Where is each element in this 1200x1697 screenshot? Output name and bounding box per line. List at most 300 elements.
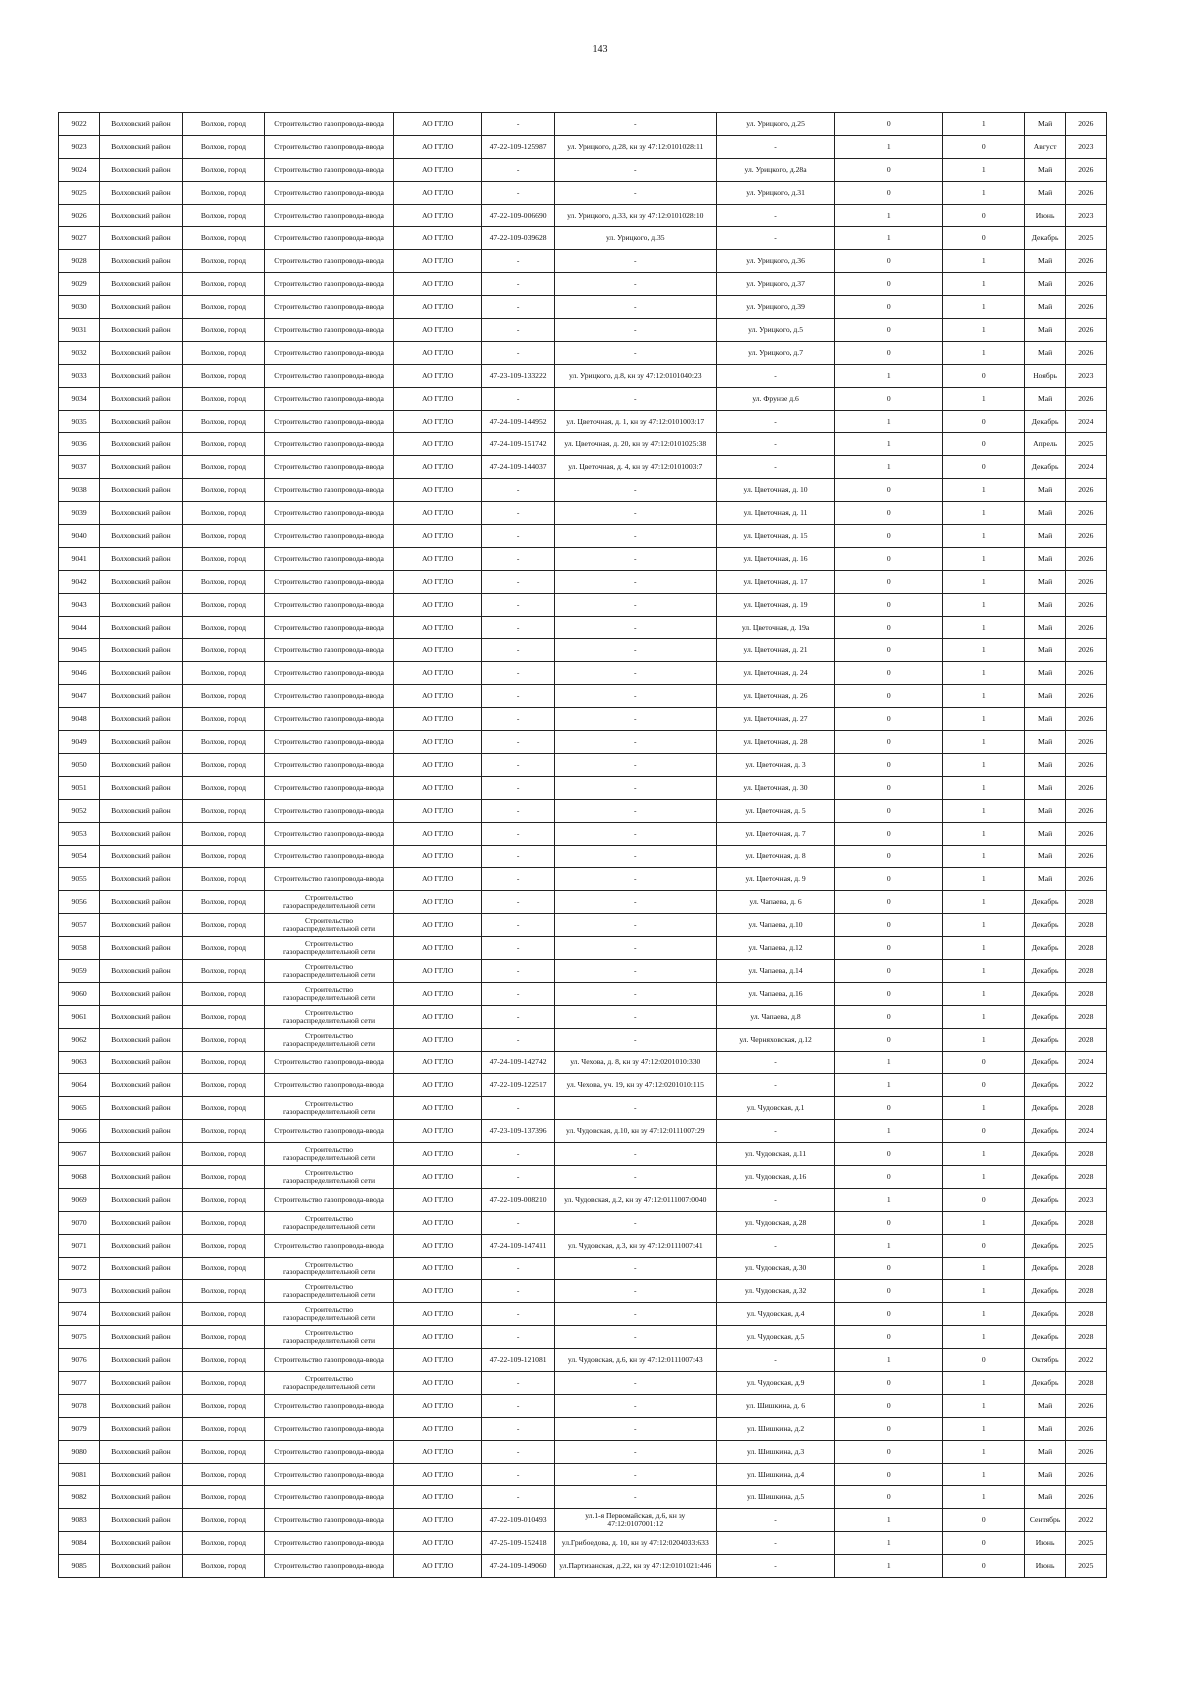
cell-code: - <box>482 1280 554 1303</box>
cell-settlement: Волхов, город <box>182 1463 264 1486</box>
cell-settlement: Волхов, город <box>182 1509 264 1532</box>
cell-district: Волховский район <box>100 570 182 593</box>
cell-district: Волховский район <box>100 387 182 410</box>
cell-month: Май <box>1025 570 1065 593</box>
cell-work: Строительство газопровода-ввода <box>265 227 394 250</box>
cell-existing: - <box>554 685 716 708</box>
cell-flag_b: 1 <box>943 1257 1025 1280</box>
cell-planned: ул. Цветочная, д. 16 <box>716 547 835 570</box>
cell-existing: - <box>554 845 716 868</box>
cell-num: 9071 <box>59 1234 100 1257</box>
cell-num: 9077 <box>59 1371 100 1394</box>
cell-code: 47-22-109-039628 <box>482 227 554 250</box>
cell-settlement: Волхов, город <box>182 525 264 548</box>
cell-code: - <box>482 1440 554 1463</box>
cell-org: АО ГГЛО <box>393 1165 482 1188</box>
cell-settlement: Волхов, город <box>182 1280 264 1303</box>
cell-flag_a: 1 <box>835 1074 943 1097</box>
cell-district: Волховский район <box>100 868 182 891</box>
table-row <box>59 937 1107 960</box>
cell-flag_b: 0 <box>943 1234 1025 1257</box>
cell-existing: - <box>554 868 716 891</box>
cell-settlement: Волхов, город <box>182 822 264 845</box>
cell-code: - <box>482 593 554 616</box>
cell-org: АО ГГЛО <box>393 1143 482 1166</box>
cell-district: Волховский район <box>100 1371 182 1394</box>
cell-district: Волховский район <box>100 708 182 731</box>
cell-year: 2025 <box>1065 1234 1106 1257</box>
cell-flag_a: 0 <box>835 822 943 845</box>
cell-year: 2028 <box>1065 1303 1106 1326</box>
cell-year: 2024 <box>1065 1120 1106 1143</box>
cell-flag_b: 1 <box>943 525 1025 548</box>
cell-settlement: Волхов, город <box>182 1211 264 1234</box>
cell-code: - <box>482 1463 554 1486</box>
cell-settlement: Волхов, город <box>182 1257 264 1280</box>
cell-district: Волховский район <box>100 1394 182 1417</box>
cell-num: 9065 <box>59 1097 100 1120</box>
cell-code: - <box>482 341 554 364</box>
cell-num: 9025 <box>59 181 100 204</box>
cell-num: 9036 <box>59 433 100 456</box>
cell-flag_b: 1 <box>943 250 1025 273</box>
cell-planned: ул. Цветочная, д. 27 <box>716 708 835 731</box>
cell-planned: ул. Чудовская, д.28 <box>716 1211 835 1234</box>
cell-num: 9048 <box>59 708 100 731</box>
cell-settlement: Волхов, город <box>182 113 264 136</box>
table-row <box>59 1165 1107 1188</box>
cell-district: Волховский район <box>100 364 182 387</box>
cell-work: Строительство газораспределительной сети <box>265 982 394 1005</box>
cell-year: 2028 <box>1065 1326 1106 1349</box>
cell-flag_a: 0 <box>835 845 943 868</box>
cell-settlement: Волхов, город <box>182 319 264 342</box>
cell-work: Строительство газопровода-ввода <box>265 753 394 776</box>
cell-month: Декабрь <box>1025 1143 1065 1166</box>
cell-work: Строительство газопровода-ввода <box>265 1486 394 1509</box>
cell-month: Май <box>1025 113 1065 136</box>
cell-code: - <box>482 113 554 136</box>
cell-month: Май <box>1025 662 1065 685</box>
table-row <box>59 1555 1107 1578</box>
cell-flag_b: 1 <box>943 891 1025 914</box>
cell-work: Строительство газораспределительной сети <box>265 1326 394 1349</box>
table-row <box>59 1280 1107 1303</box>
cell-flag_b: 1 <box>943 273 1025 296</box>
cell-existing: - <box>554 1417 716 1440</box>
cell-planned: ул. Цветочная, д. 15 <box>716 525 835 548</box>
cell-num: 9052 <box>59 799 100 822</box>
table-row <box>59 959 1107 982</box>
cell-settlement: Волхов, город <box>182 1120 264 1143</box>
cell-flag_a: 1 <box>835 433 943 456</box>
cell-planned: ул. Шишкина, д.3 <box>716 1440 835 1463</box>
cell-year: 2025 <box>1065 1532 1106 1555</box>
cell-existing: - <box>554 1463 716 1486</box>
cell-code: - <box>482 662 554 685</box>
cell-work: Строительство газопровода-ввода <box>265 204 394 227</box>
cell-existing: ул. Чудовская, д.10, кн зу 47:12:0111007:29 <box>554 1120 716 1143</box>
cell-year: 2026 <box>1065 708 1106 731</box>
cell-flag_a: 0 <box>835 753 943 776</box>
cell-month: Май <box>1025 753 1065 776</box>
cell-year: 2026 <box>1065 113 1106 136</box>
cell-code: - <box>482 708 554 731</box>
cell-month: Декабрь <box>1025 1120 1065 1143</box>
cell-year: 2028 <box>1065 1165 1106 1188</box>
cell-num: 9022 <box>59 113 100 136</box>
cell-planned: ул. Шишкина, д.5 <box>716 1486 835 1509</box>
cell-existing: ул.Грибоедова, д. 10, кн зу 47:12:0204033:633 <box>554 1532 716 1555</box>
cell-flag_b: 1 <box>943 1394 1025 1417</box>
cell-org: АО ГГЛО <box>393 914 482 937</box>
table-row <box>59 1371 1107 1394</box>
cell-work: Строительство газопровода-ввода <box>265 1188 394 1211</box>
cell-org: АО ГГЛО <box>393 204 482 227</box>
cell-work: Строительство газопровода-ввода <box>265 158 394 181</box>
cell-work: Строительство газопровода-ввода <box>265 296 394 319</box>
cell-num: 9045 <box>59 639 100 662</box>
cell-district: Волховский район <box>100 593 182 616</box>
cell-district: Волховский район <box>100 891 182 914</box>
cell-num: 9049 <box>59 731 100 754</box>
cell-code: - <box>482 502 554 525</box>
table-row <box>59 387 1107 410</box>
cell-existing: - <box>554 479 716 502</box>
cell-month: Май <box>1025 158 1065 181</box>
cell-planned: ул. Чудовская, д.1 <box>716 1097 835 1120</box>
cell-planned: ул. Цветочная, д. 26 <box>716 685 835 708</box>
cell-planned: ул. Урицкого, д.5 <box>716 319 835 342</box>
cell-month: Декабрь <box>1025 1028 1065 1051</box>
cell-flag_b: 1 <box>943 1463 1025 1486</box>
table-row <box>59 525 1107 548</box>
cell-org: АО ГГЛО <box>393 1371 482 1394</box>
cell-work: Строительство газопровода-ввода <box>265 1120 394 1143</box>
cell-planned: ул. Черняховская, д.12 <box>716 1028 835 1051</box>
cell-flag_b: 1 <box>943 685 1025 708</box>
table-row <box>59 708 1107 731</box>
cell-org: АО ГГЛО <box>393 296 482 319</box>
cell-district: Волховский район <box>100 937 182 960</box>
cell-existing: ул. Цветочная, д. 1, кн зу 47:12:0101003:17 <box>554 410 716 433</box>
cell-settlement: Волхов, город <box>182 158 264 181</box>
table-row <box>59 914 1107 937</box>
cell-existing: - <box>554 158 716 181</box>
cell-work: Строительство газораспределительной сети <box>265 1028 394 1051</box>
cell-existing: ул. Чудовская, д.2, кн зу 47:12:0111007:0040 <box>554 1188 716 1211</box>
cell-month: Май <box>1025 639 1065 662</box>
cell-settlement: Волхов, город <box>182 1394 264 1417</box>
cell-settlement: Волхов, город <box>182 341 264 364</box>
cell-flag_a: 0 <box>835 273 943 296</box>
cell-org: АО ГГЛО <box>393 1417 482 1440</box>
cell-num: 9033 <box>59 364 100 387</box>
table-row <box>59 1143 1107 1166</box>
cell-existing: - <box>554 799 716 822</box>
table-row <box>59 1532 1107 1555</box>
cell-work: Строительство газопровода-ввода <box>265 731 394 754</box>
cell-code: - <box>482 1257 554 1280</box>
cell-num: 9076 <box>59 1349 100 1372</box>
cell-flag_b: 1 <box>943 181 1025 204</box>
cell-org: АО ГГЛО <box>393 959 482 982</box>
cell-district: Волховский район <box>100 1005 182 1028</box>
table-row <box>59 181 1107 204</box>
cell-num: 9040 <box>59 525 100 548</box>
cell-planned: ул. Урицкого, д.31 <box>716 181 835 204</box>
cell-flag_b: 1 <box>943 113 1025 136</box>
cell-year: 2026 <box>1065 341 1106 364</box>
cell-work: Строительство газопровода-ввода <box>265 593 394 616</box>
cell-month: Май <box>1025 685 1065 708</box>
table-row <box>59 685 1107 708</box>
cell-planned: - <box>716 1074 835 1097</box>
cell-district: Волховский район <box>100 1257 182 1280</box>
cell-flag_a: 0 <box>835 158 943 181</box>
cell-existing: - <box>554 1440 716 1463</box>
table-row <box>59 1486 1107 1509</box>
cell-org: АО ГГЛО <box>393 685 482 708</box>
cell-flag_a: 1 <box>835 1349 943 1372</box>
cell-flag_b: 1 <box>943 639 1025 662</box>
cell-district: Волховский район <box>100 1211 182 1234</box>
cell-district: Волховский район <box>100 502 182 525</box>
cell-num: 9060 <box>59 982 100 1005</box>
cell-existing: ул. Чудовская, д.3, кн зу 47:12:0111007:41 <box>554 1234 716 1257</box>
cell-flag_a: 0 <box>835 113 943 136</box>
cell-flag_a: 0 <box>835 593 943 616</box>
cell-year: 2026 <box>1065 1394 1106 1417</box>
cell-settlement: Волхов, город <box>182 1165 264 1188</box>
cell-settlement: Волхов, город <box>182 273 264 296</box>
cell-code: - <box>482 479 554 502</box>
cell-district: Волховский район <box>100 456 182 479</box>
cell-code: - <box>482 959 554 982</box>
cell-settlement: Волхов, город <box>182 776 264 799</box>
cell-existing: - <box>554 525 716 548</box>
cell-month: Май <box>1025 1417 1065 1440</box>
table-row <box>59 799 1107 822</box>
cell-district: Волховский район <box>100 113 182 136</box>
cell-planned: ул. Чудовская, д.4 <box>716 1303 835 1326</box>
cell-flag_a: 0 <box>835 502 943 525</box>
cell-org: АО ГГЛО <box>393 662 482 685</box>
cell-flag_a: 0 <box>835 914 943 937</box>
cell-year: 2026 <box>1065 158 1106 181</box>
cell-code: - <box>482 639 554 662</box>
cell-year: 2028 <box>1065 1028 1106 1051</box>
table-row <box>59 1211 1107 1234</box>
table-row <box>59 593 1107 616</box>
cell-flag_b: 1 <box>943 1303 1025 1326</box>
cell-code: - <box>482 937 554 960</box>
table-row <box>59 822 1107 845</box>
cell-org: АО ГГЛО <box>393 1463 482 1486</box>
cell-work: Строительство газопровода-ввода <box>265 1463 394 1486</box>
cell-existing: - <box>554 1097 716 1120</box>
cell-num: 9085 <box>59 1555 100 1578</box>
cell-num: 9073 <box>59 1280 100 1303</box>
cell-district: Волховский район <box>100 319 182 342</box>
table-row <box>59 868 1107 891</box>
cell-month: Май <box>1025 319 1065 342</box>
cell-num: 9044 <box>59 616 100 639</box>
cell-month: Июнь <box>1025 204 1065 227</box>
cell-num: 9041 <box>59 547 100 570</box>
cell-settlement: Волхов, город <box>182 616 264 639</box>
table-row <box>59 204 1107 227</box>
cell-settlement: Волхов, город <box>182 1555 264 1578</box>
cell-org: АО ГГЛО <box>393 158 482 181</box>
cell-code: - <box>482 1211 554 1234</box>
cell-org: АО ГГЛО <box>393 456 482 479</box>
cell-flag_a: 0 <box>835 341 943 364</box>
cell-code: 47-23-109-137396 <box>482 1120 554 1143</box>
cell-existing: - <box>554 296 716 319</box>
table-row <box>59 1188 1107 1211</box>
cell-flag_a: 0 <box>835 181 943 204</box>
cell-year: 2026 <box>1065 1417 1106 1440</box>
cell-settlement: Волхов, город <box>182 639 264 662</box>
table-row <box>59 639 1107 662</box>
cell-work: Строительство газопровода-ввода <box>265 1051 394 1074</box>
cell-existing: ул. Урицкого, д.8, кн зу 47:12:0101040:23 <box>554 364 716 387</box>
table-row <box>59 616 1107 639</box>
cell-num: 9082 <box>59 1486 100 1509</box>
cell-planned: ул. Фрунзе д.6 <box>716 387 835 410</box>
cell-flag_b: 0 <box>943 1349 1025 1372</box>
cell-flag_a: 1 <box>835 1555 943 1578</box>
cell-month: Июнь <box>1025 1555 1065 1578</box>
cell-settlement: Волхов, город <box>182 547 264 570</box>
cell-month: Май <box>1025 822 1065 845</box>
cell-district: Волховский район <box>100 1463 182 1486</box>
cell-code: - <box>482 685 554 708</box>
cell-district: Волховский район <box>100 731 182 754</box>
cell-planned: ул. Цветочная, д. 24 <box>716 662 835 685</box>
cell-month: Октябрь <box>1025 1349 1065 1372</box>
cell-org: АО ГГЛО <box>393 341 482 364</box>
cell-existing: - <box>554 1394 716 1417</box>
cell-planned: ул. Урицкого, д.37 <box>716 273 835 296</box>
cell-planned: - <box>716 456 835 479</box>
table-row <box>59 135 1107 158</box>
cell-work: Строительство газопровода-ввода <box>265 479 394 502</box>
cell-existing: ул. Урицкого, д.33, кн зу 47:12:0101028:10 <box>554 204 716 227</box>
cell-work: Строительство газопровода-ввода <box>265 708 394 731</box>
cell-code: - <box>482 982 554 1005</box>
cell-num: 9037 <box>59 456 100 479</box>
cell-flag_a: 0 <box>835 1028 943 1051</box>
cell-org: АО ГГЛО <box>393 1188 482 1211</box>
table-row <box>59 1440 1107 1463</box>
cell-month: Май <box>1025 387 1065 410</box>
cell-flag_b: 1 <box>943 1211 1025 1234</box>
cell-org: АО ГГЛО <box>393 570 482 593</box>
cell-flag_a: 0 <box>835 639 943 662</box>
cell-year: 2028 <box>1065 1371 1106 1394</box>
cell-num: 9047 <box>59 685 100 708</box>
cell-existing: - <box>554 982 716 1005</box>
cell-year: 2026 <box>1065 296 1106 319</box>
cell-planned: - <box>716 1188 835 1211</box>
cell-settlement: Волхов, город <box>182 708 264 731</box>
cell-year: 2026 <box>1065 662 1106 685</box>
cell-year: 2028 <box>1065 1143 1106 1166</box>
cell-month: Май <box>1025 616 1065 639</box>
cell-month: Май <box>1025 502 1065 525</box>
cell-planned: - <box>716 410 835 433</box>
table-row <box>59 1028 1107 1051</box>
cell-month: Май <box>1025 593 1065 616</box>
cell-org: АО ГГЛО <box>393 639 482 662</box>
cell-org: АО ГГЛО <box>393 1532 482 1555</box>
cell-work: Строительство газопровода-ввода <box>265 570 394 593</box>
cell-flag_a: 0 <box>835 1371 943 1394</box>
cell-flag_b: 1 <box>943 570 1025 593</box>
cell-num: 9046 <box>59 662 100 685</box>
cell-code: 47-24-109-142742 <box>482 1051 554 1074</box>
cell-flag_b: 1 <box>943 1143 1025 1166</box>
cell-existing: ул. Чудовская, д.6, кн зу 47:12:0111007:43 <box>554 1349 716 1372</box>
table-row <box>59 845 1107 868</box>
cell-district: Волховский район <box>100 1532 182 1555</box>
cell-district: Волховский район <box>100 662 182 685</box>
cell-num: 9058 <box>59 937 100 960</box>
cell-planned: ул. Цветочная, д. 7 <box>716 822 835 845</box>
cell-work: Строительство газопровода-ввода <box>265 685 394 708</box>
cell-settlement: Волхов, город <box>182 959 264 982</box>
cell-flag_b: 0 <box>943 364 1025 387</box>
cell-flag_a: 0 <box>835 1257 943 1280</box>
cell-org: АО ГГЛО <box>393 250 482 273</box>
cell-settlement: Волхов, город <box>182 845 264 868</box>
cell-year: 2026 <box>1065 570 1106 593</box>
cell-num: 9027 <box>59 227 100 250</box>
cell-num: 9067 <box>59 1143 100 1166</box>
cell-code: 47-22-109-006690 <box>482 204 554 227</box>
cell-planned: ул. Чудовская, д.9 <box>716 1371 835 1394</box>
cell-settlement: Волхов, город <box>182 753 264 776</box>
cell-settlement: Волхов, город <box>182 364 264 387</box>
cell-existing: - <box>554 502 716 525</box>
cell-district: Волховский район <box>100 1280 182 1303</box>
cell-year: 2022 <box>1065 1349 1106 1372</box>
cell-flag_a: 0 <box>835 1486 943 1509</box>
table-row <box>59 1349 1107 1372</box>
cell-org: АО ГГЛО <box>393 982 482 1005</box>
cell-work: Строительство газораспределительной сети <box>265 1143 394 1166</box>
cell-num: 9081 <box>59 1463 100 1486</box>
cell-existing: - <box>554 1165 716 1188</box>
cell-flag_a: 1 <box>835 227 943 250</box>
cell-num: 9035 <box>59 410 100 433</box>
cell-existing: - <box>554 1371 716 1394</box>
cell-flag_b: 1 <box>943 1280 1025 1303</box>
cell-code: - <box>482 250 554 273</box>
cell-work: Строительство газораспределительной сети <box>265 937 394 960</box>
cell-planned: - <box>716 1051 835 1074</box>
table-row <box>59 158 1107 181</box>
cell-district: Волховский район <box>100 204 182 227</box>
cell-settlement: Волхов, город <box>182 982 264 1005</box>
cell-planned: ул. Чудовская, д.16 <box>716 1165 835 1188</box>
cell-planned: ул. Чапаева, д.16 <box>716 982 835 1005</box>
cell-flag_b: 1 <box>943 1028 1025 1051</box>
cell-work: Строительство газопровода-ввода <box>265 1074 394 1097</box>
cell-planned: - <box>716 1532 835 1555</box>
